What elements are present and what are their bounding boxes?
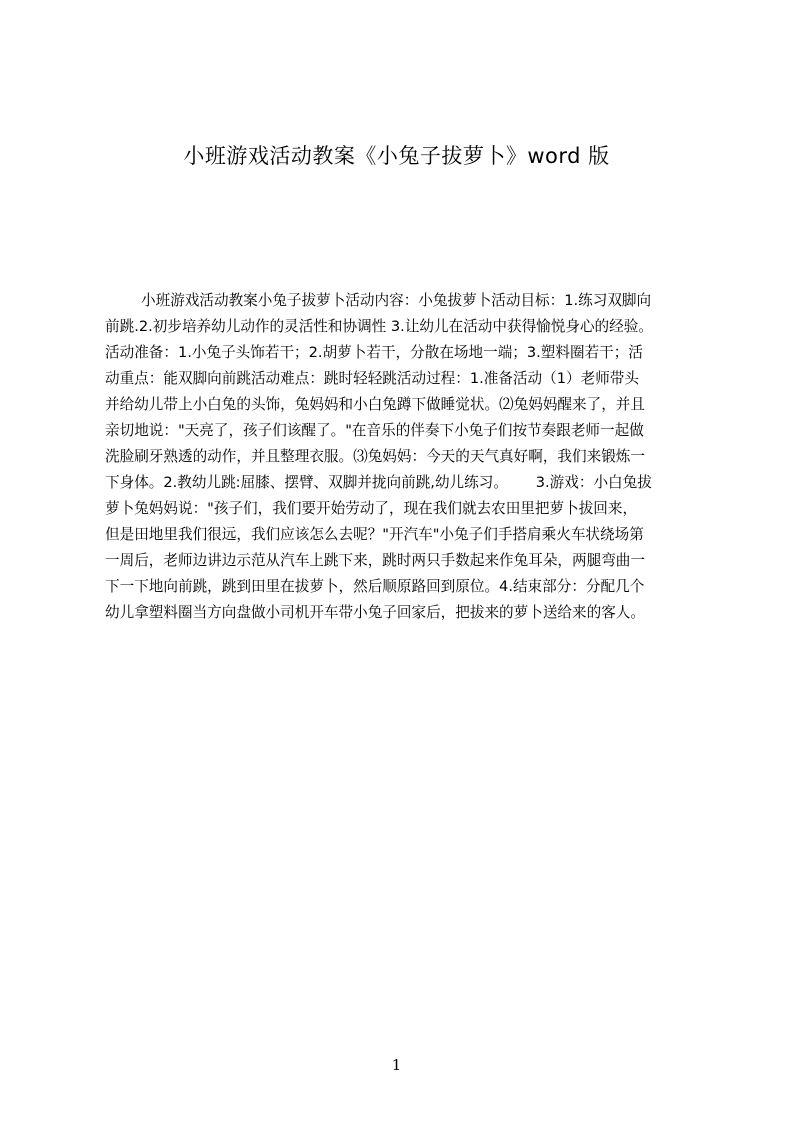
body-line: 小班游戏活动教案小兔子拔萝卜活动内容：小兔拔萝卜活动目标：1.练习双脚向 <box>141 292 652 309</box>
body-line: 动重点：能双脚向前跳活动难点：跳时轻轻跳活动过程：1.准备活动（1）老师带头 <box>105 370 639 387</box>
body-line: 幼儿拿塑料圈当方向盘做小司机开车带小兔子回家后，把拔来的萝卜送给来的客人。 <box>105 604 645 621</box>
body-line: 活动准备：1.小兔子头饰若干；2.胡萝卜若干，分散在场地一端；3.塑料圈若干；活 <box>105 344 643 361</box>
body-line: 下一下地向前跳，跳到田里在拔萝卜，然后顺原路回到原位。4.结束部分：分配几个 <box>105 578 645 595</box>
body-line: 亲切地说："天亮了，孩子们该醒了。"在音乐的伴奏下小兔子们按节奏跟老师一起做 <box>105 422 644 439</box>
body-line: 一周后，老师边讲边示范从汽车上跳下来，跳时两只手数起来作兔耳朵，两腿弯曲一 <box>105 552 645 569</box>
body-line: 但是田地里我们很远，我们应该怎么去呢？"开汽车"小兔子们手搭肩乘火车状绕场第 <box>105 526 644 543</box>
document-title: 小班游戏活动教案《小兔子拔萝卜》word 版 <box>183 144 610 168</box>
body-line: 洗脸刷牙熟透的动作，并且整理衣服。⑶兔妈妈：今天的天气真好啊，我们来锻炼一 <box>105 448 645 465</box>
page-number: 1 <box>391 1056 402 1074</box>
body-line: 下身体。2.教幼儿跳:屈膝、摆臂、双脚并拢向前跳,幼儿练习。 3.游戏：小白兔拔 <box>105 474 652 491</box>
body-line: 并给幼儿带上小白兔的头饰，兔妈妈和小白兔蹲下做睡觉状。⑵兔妈妈醒来了，并且 <box>105 396 645 413</box>
body-line: 前跳.2.初步培养幼儿动作的灵活性和协调性 3.让幼儿在活动中获得愉悦身心的经验。 <box>105 318 653 335</box>
document-body <box>105 288 697 626</box>
body-line: 萝卜兔妈妈说："孩子们，我们要开始劳动了，现在我们就去农田里把萝卜拔回来， <box>105 500 638 517</box>
